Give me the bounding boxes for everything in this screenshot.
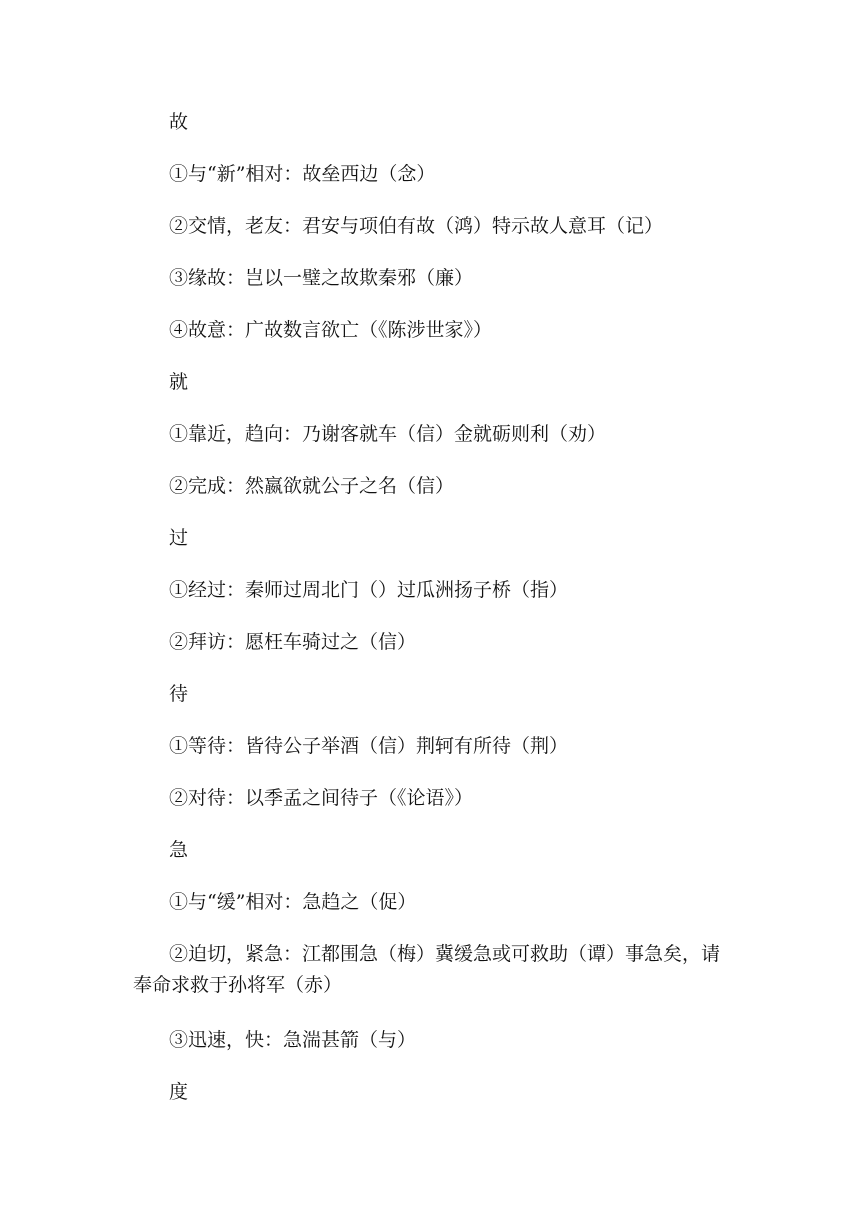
- entry-heading-guo: 过: [169, 527, 189, 549]
- gu-sense-4: ④故意：广故数言欲亡（《陈涉世家》）: [169, 319, 493, 341]
- jiu-sense-2: ②完成：然嬴欲就公子之名（信）: [169, 475, 455, 497]
- guo-sense-2: ②拜访：愿枉车骑过之（信）: [169, 631, 417, 653]
- ji-sense-2: ②迫切，紧急：江都围急（梅）冀缓急或可救助（谭）事急矣，请奉命求救于孙将军（赤）: [133, 943, 721, 996]
- dai-sense-2: ②对待：以季孟之间待子（《论语》）: [169, 787, 474, 809]
- jiu-sense-1: ①靠近，趋向：乃谢客就车（信）金就砺则利（劝）: [169, 423, 607, 445]
- gu-sense-2: ②交情，老友：君安与项伯有故（鸿）特示故人意耳（记）: [169, 215, 664, 237]
- gu-sense-1: ①与“新”相对：故垒西边（念）: [169, 163, 436, 185]
- entry-heading-dai: 待: [169, 683, 189, 705]
- entry-heading-du: 度: [169, 1081, 189, 1103]
- entry-heading-gu: 故: [169, 111, 189, 133]
- entry-heading-jiu: 就: [169, 371, 189, 393]
- entry-heading-ji: 急: [169, 839, 189, 861]
- ji-sense-3: ③迅速，快：急湍甚箭（与）: [169, 1029, 417, 1051]
- ji-sense-1: ①与“缓”相对：急趋之（促）: [169, 891, 417, 913]
- gu-sense-3: ③缘故：岂以一璧之故欺秦邪（廉）: [169, 267, 474, 289]
- dai-sense-1: ①等待：皆待公子举酒（信）荆轲有所待（荆）: [169, 735, 569, 757]
- guo-sense-1: ①经过：秦师过周北门（）过瓜洲扬子桥（指）: [169, 579, 569, 601]
